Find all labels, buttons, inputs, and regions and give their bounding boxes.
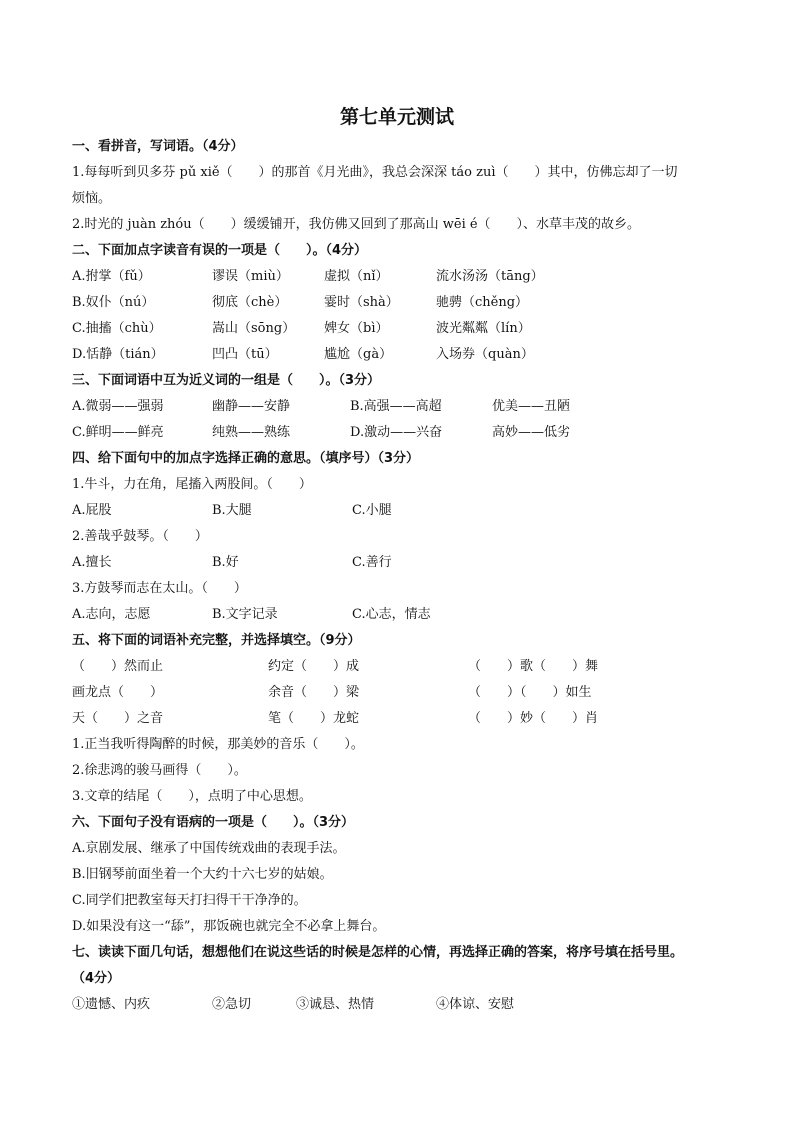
s3-cell: 优美——丑陋 [492,399,571,414]
section-3-heading: 三、下面词语中互为近义词的一组是（ ）。（3分） [72,373,381,388]
s1-question-2: 2.时光的 juàn zhóu（ ）缓缓铺开，我仿佛又回到了那高山 wēi é（ ）、水草丰茂的故乡。 [72,217,641,232]
s4-option: C.小腿 [352,503,392,518]
s4-question-3: 3.方鼓琴而志在太山。（ ） [72,581,247,596]
s4-option: A.屁股 [72,503,112,518]
s2-cell: 入场券（quàn） [436,347,534,362]
s6-option-a: A.京剧发展、继承了中国传统戏曲的表现手法。 [72,841,346,856]
s5-idiom: 笔（ ）龙蛇 [268,711,360,726]
section-1-heading: 一、看拼音，写词语。（4分） [72,139,244,154]
s3-option-row [72,420,722,446]
s3-cell: 幽静——安静 [212,399,291,414]
s5-idiom: （ ）歌（ ）舞 [468,659,599,674]
s5-question-3: 3.文章的结尾（ ），点明了中心思想。 [72,789,312,804]
s7-option: ③诚恳、热情 [296,997,375,1012]
s3-cell: D.激动——兴奋 [350,425,443,440]
s5-idiom: （ ）妙（ ）肖 [468,711,599,726]
s5-idiom: 约定（ ）成 [268,659,360,674]
s4-option: C.心志，情志 [352,607,431,622]
s1-question-1: 1.每每听到贝多芬 pǔ xiě（ ）的那首《月光曲》，我总会深深 táo zuì（ ）其中，仿佛忘却了一切 [72,165,678,180]
s2-option-row [72,316,722,342]
s3-cell: 高妙——低劣 [492,425,571,440]
section-6-heading: 六、下面句子没有语病的一项是（ ）。（3分） [72,815,355,830]
s7-option: ①遗憾、内疚 [72,997,151,1012]
s6-option-b: B.旧钢琴前面坐着一个大约十六七岁的姑娘。 [72,867,333,882]
s6-option-d: D.如果没有这一“舔”，那饭碗也就完全不必拿上舞台。 [72,919,386,934]
s5-idiom: （ ）然而止 [72,659,164,674]
s4-question-2: 2.善哉乎鼓琴。（ ） [72,529,208,544]
s2-cell: 驰骋（chěng） [436,295,529,310]
s5-question-1: 1.正当我听得陶醉的时候，那美妙的音乐（ ）。 [72,737,364,752]
s2-cell: 谬误（miù） [212,269,289,284]
s7-option: ②急切 [212,997,252,1012]
s4-option: A.擅长 [72,555,112,570]
s2-cell: 波光粼粼（lín） [436,321,531,336]
s2-cell: 婢女（bì） [324,321,389,336]
s5-idiom-row [72,706,722,732]
section-2-heading: 二、下面加点字读音有误的一项是（ ）。（4分） [72,243,368,258]
s2-option-row [72,290,722,316]
page-title: 第七单元测试 [339,106,454,128]
s4-options-3 [72,602,722,628]
s2-cell: A.拊掌（fǔ） [72,269,151,284]
s2-cell: 虚拟（nǐ） [324,269,389,284]
s5-idiom: 余音（ ）梁 [268,685,360,700]
s2-cell: 霎时（shà） [324,295,399,310]
s5-question-2: 2.徐悲鸿的骏马画得（ ）。 [72,763,247,778]
s4-option: B.文字记录 [212,607,278,622]
s4-option: C.善行 [352,555,392,570]
s2-option-row [72,342,722,368]
s4-option: A.志向，志愿 [72,607,151,622]
s2-cell: D.恬静（tián） [72,347,164,362]
exam-page [72,100,722,1018]
s4-options-2 [72,550,722,576]
s2-cell: C.抽搐（chù） [72,321,162,336]
s5-idiom: 画龙点（ ） [72,685,164,700]
s1-question-1-cont: 烦恼。 [72,191,112,206]
s5-idiom: （ ）（ ）如生 [468,685,592,700]
s7-options [72,992,722,1018]
s4-option: B.好 [212,555,239,570]
section-4-heading: 四、给下面句中的加点字选择正确的意思。（填序号）（3分） [72,451,420,466]
section-5-heading: 五、将下面的词语补充完整，并选择填空。（9分） [72,633,361,648]
s2-cell: B.奴仆（nú） [72,295,155,310]
s4-option: B.大腿 [212,503,252,518]
s5-idiom-row [72,654,722,680]
s7-option: ④体谅、安慰 [436,997,515,1012]
s3-option-row [72,394,722,420]
s3-cell: C.鲜明——鲜亮 [72,425,164,440]
s2-cell: 凹凸（tū） [212,347,278,362]
s2-cell: 嵩山（sōng） [212,321,296,336]
s2-option-row [72,264,722,290]
s6-option-c: C.同学们把教室每天打扫得干干净净的。 [72,893,307,908]
s5-idiom: 天（ ）之音 [72,711,164,726]
s5-idiom-row [72,680,722,706]
s2-cell: 尴尬（gà） [324,347,393,362]
section-7-heading-cont: （4分） [72,971,121,986]
s2-cell: 流水汤汤（tāng） [436,269,544,284]
section-7-heading: 七、读读下面几句话，想想他们在说这些话的时候是怎样的心情，再选择正确的答案，将序号填在括号里。 [72,945,684,960]
s2-cell: 彻底（chè） [212,295,288,310]
s4-question-1: 1.牛斗，力在角，尾搐入两股间。（ ） [72,477,312,492]
s3-cell: A.微弱——强弱 [72,399,164,414]
s4-options-1 [72,498,722,524]
s3-cell: B.高强——高超 [350,399,442,414]
s3-cell: 纯熟——熟练 [212,425,291,440]
